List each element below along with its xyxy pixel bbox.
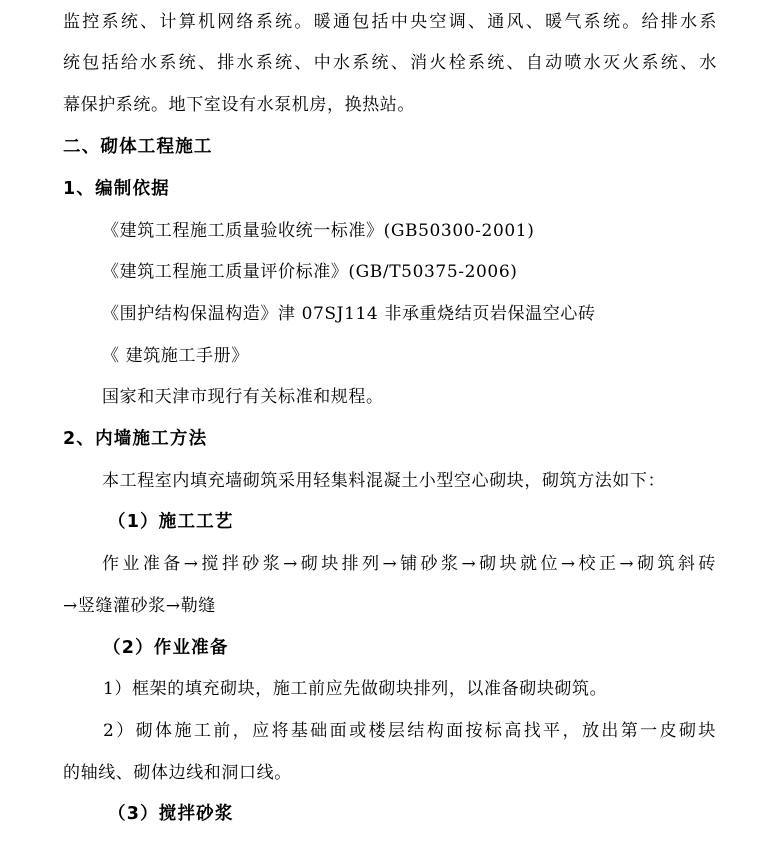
intro-text-line-3: 幕保护系统。地下室设有水泵机房，换热站。 [63,95,415,115]
prep-item-2-line-1: 2）砌体施工前，应将基础面或楼层结构面按标高找平，放出第一皮砌块 [103,721,716,741]
basis-item: 《围护结构保温构造》津 07SJ114 非承重烧结页岩保温空心砖 [102,304,596,324]
prep-item-2-line-2: 的轴线、砌体边线和洞口线。 [63,763,292,783]
subsection-heading-method: 2、内墙施工方法 [63,429,208,449]
method-intro-text: 本工程室内填充墙砌筑采用轻集料混凝土小型空心砌块，砌筑方法如下： [102,471,666,491]
prep-item-1: 1）框架的填充砌块，施工前应先做砌块排列，以准备砌块砌筑。 [103,679,608,699]
basis-item: 国家和天津市现行有关标准和规程。 [102,387,384,407]
intro-text-line-2: 统包括给水系统、排水系统、中水系统、消火栓系统、自动喷水灭火系统、水 [63,53,717,73]
basis-item: 《建筑工程施工质量验收统一标准》(GB50300-2001) [102,221,535,241]
process-heading: （1）施工工艺 [108,512,234,532]
process-flow-line-1: 作业准备→搅拌砂浆→砌块排列→铺砂浆→砌块就位→校正→砌筑斜砖 [102,554,716,574]
mortar-heading: （3）搅拌砂浆 [108,804,234,824]
process-flow-line-2: →竖缝灌砂浆→勒缝 [63,596,216,616]
intro-text-line-1: 监控系统、计算机网络系统。暖通包括中央空调、通风、暖气系统。给排水系 [63,12,717,32]
basis-item: 《建筑工程施工质量评价标准》(GB/T50375-2006) [102,262,518,282]
prep-heading: （2）作业准备 [103,638,229,658]
section-heading-masonry: 二、砌体工程施工 [63,137,213,157]
subsection-heading-basis: 1、编制依据 [63,179,170,199]
basis-item: 《 建筑施工手册》 [102,346,249,366]
